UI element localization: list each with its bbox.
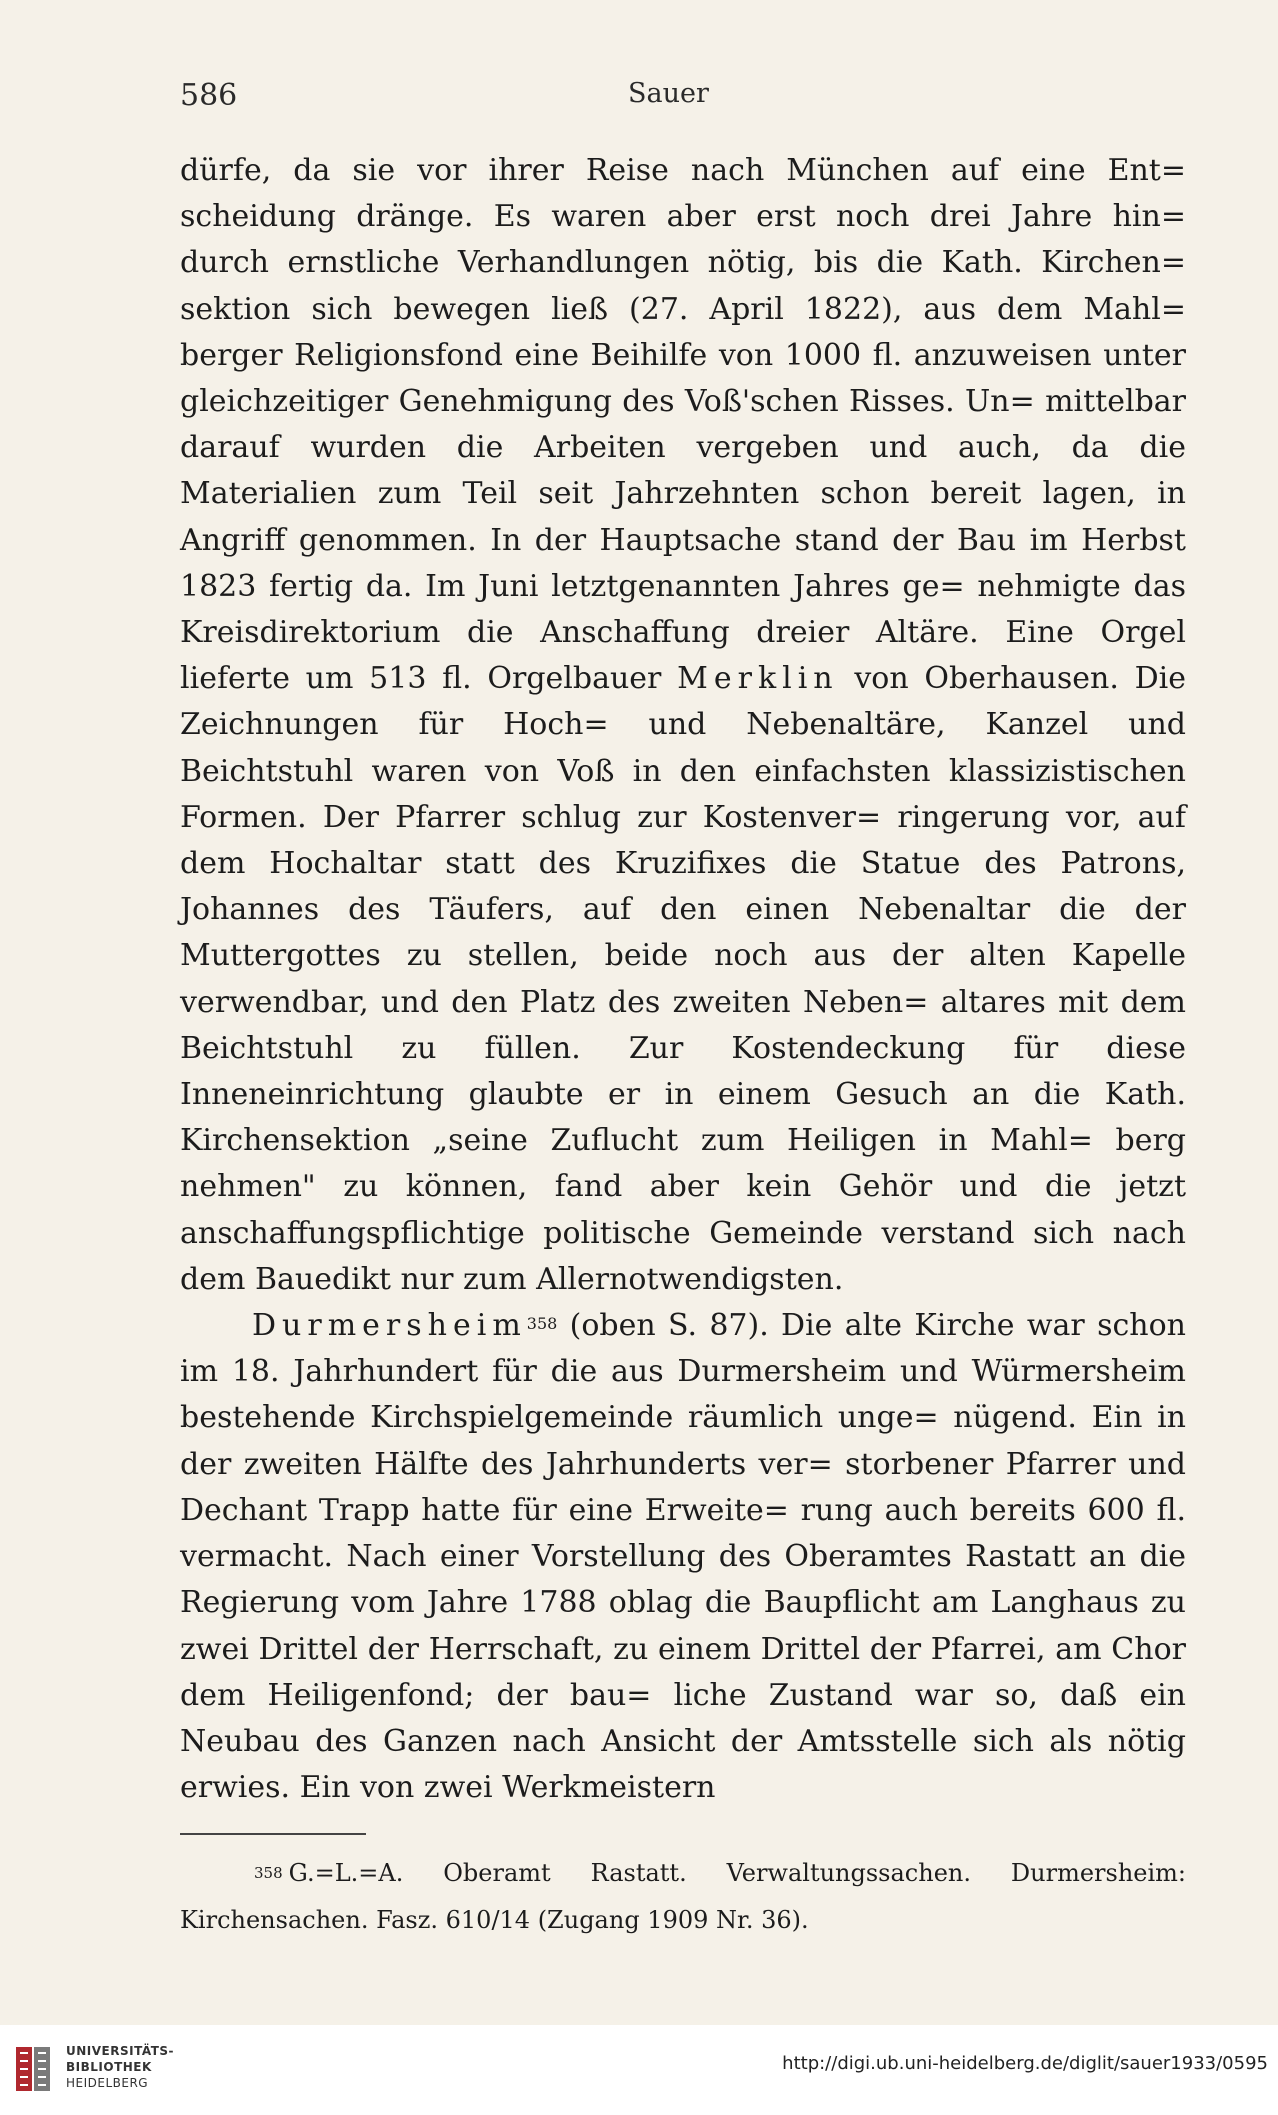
text-line: dürfe, da sie vor ihrer Reise nach München auf eine Ent= (180, 153, 1186, 188)
text-line: berg nehmen" zu können, fand aber kein Gehör und die jetzt (180, 1123, 1186, 1205)
text-line: rung auch bereits 600 fl. vermacht. Nach einer Vorstellung des (180, 1492, 1186, 1575)
text-line: in Angriff genommen. In der Hauptsache stand der Bau im (180, 476, 1186, 558)
spaced-name-durmersheim: Durmersheim (252, 1308, 527, 1344)
page-number: 586 (180, 78, 238, 113)
text-line: Eine Orgel lieferte um 513 fl. Orgelbauer (180, 615, 1187, 697)
text-line: Nebenaltar die der Muttergottes zu stellen, beide noch aus der (180, 892, 1186, 974)
text-line: nügend. Ein in der zweiten Hälfte des Jahrhunderts ver= (180, 1400, 1187, 1482)
footnote-rule (180, 1833, 366, 1835)
text-line: unter gleichzeitiger Genehmigung des Voß'schen Risses. Un= (180, 337, 1186, 420)
footnote-number: 358 (254, 1864, 283, 1882)
footnote-text: Kirchensachen. Fasz. 610/14 (Zugang 1909 Nr. 36). (180, 1906, 809, 1934)
spaced-name-merklin: Merklin (677, 661, 839, 697)
library-logo-text: UNIVERSITÄTS- BIBLIOTHEK HEIDELBERG (66, 2044, 175, 2090)
text-line: alten Kapelle verwendbar, und den Platz des zweiten Neben= (180, 938, 1186, 1020)
page-header (180, 78, 1180, 118)
text-line: berger Religionsfond eine Beihilfe von 1000 fl. anzuweisen (180, 337, 1092, 373)
text-line: Kath. Kirchensektion „seine Zuflucht zum Heiligen in Mahl= (180, 1077, 1186, 1159)
footnote-text: G.=L.=A. Oberamt Rastatt. Verwaltungssachen. Durmersheim: (288, 1859, 1186, 1887)
text-line: diese Inneneinrichtung glaubte er in einem Gesuch an die (180, 1030, 1186, 1113)
text-line: Baupflicht am Langhaus zu zwei Drittel der Herrschaft, zu (180, 1585, 1186, 1667)
text-line: Oberhausen. Die Zeichnungen für Hoch= und Nebenaltäre, (180, 661, 1186, 743)
text-line: altares mit dem Beichtstuhl zu füllen. Zur Kostendeckung für (180, 984, 1186, 1066)
text-line: durch ernstliche Verhandlungen nötig, bis die Kath. Kirchen= (180, 245, 1186, 281)
text-line: storbener Pfarrer und Dechant Trapp hatte für eine Erweite= (180, 1446, 1186, 1528)
text-line: die Materialien zum Teil seit Jahrzehnten schon bereit lagen, (180, 430, 1186, 512)
text-line: scheidung dränge. Es waren aber erst noch drei Jahre hin= (180, 199, 1186, 235)
text-line: anschaffungspflichtige politische Gemeinde verstand sich nach (180, 1215, 1186, 1251)
text-line: Herbst 1823 fertig da. Im Juni letztgenannten Jahres ge= (180, 522, 1186, 604)
text-line: der Amtsstelle sich als nötig erwies. Ein von zwei Werkmeistern (180, 1723, 1186, 1806)
text-line: ringerung vor, auf dem Hochaltar statt des Kruzifixes die (180, 799, 1186, 882)
paragraph-1 (180, 148, 1186, 1303)
footnote (180, 1850, 1186, 1944)
text-line: dem Bauedikt nur zum Allernotwendigsten. (180, 1261, 844, 1297)
text-line: Würmersheim bestehende Kirchspielgemeinde räumlich unge= (180, 1354, 1186, 1436)
text-line: mittelbar darauf wurden die Arbeiten vergeben und auch, da (180, 384, 1186, 466)
footnote-reference: 358 (526, 1314, 558, 1334)
paragraph-2 (180, 1303, 1186, 1811)
library-logo-icon (12, 2043, 54, 2095)
text-line: einem Drittel der Pfarrei, am Chor dem Heiligenfond; der bau= (180, 1631, 1186, 1713)
text-line: Kanzel und Beichtstuhl waren von Voß in den einfachsten (180, 707, 1186, 789)
text-line: von (854, 661, 909, 697)
text-line: (oben S. 87). Die alte Kirche war (569, 1308, 1085, 1344)
source-url-link[interactable]: http://digi.ub.uni-heidelberg.de/diglit/sauer1933/0595 (782, 2053, 1268, 2074)
text-line: nehmigte das Kreisdirektorium die Anschaffung dreier Altäre. (180, 568, 1186, 651)
text-line: klassizistischen Formen. Der Pfarrer schlug zur Kostenver= (180, 753, 1186, 835)
library-footer (0, 2025, 1278, 2115)
running-head: Sauer (628, 78, 709, 109)
text-line: liche Zustand war so, daß ein Neubau des Ganzen nach Ansicht (180, 1677, 1186, 1759)
text-line: Statue des Patrons, Johannes des Täufers, auf den einen (180, 846, 1186, 928)
text-line: Oberamtes Rastatt an die Regierung vom Jahre 1788 oblag die (180, 1539, 1186, 1621)
text-line: sektion sich bewegen ließ (27. April 1822), aus dem Mahl= (180, 291, 1186, 327)
body-text (180, 148, 1186, 1811)
text-line: schon im 18. Jahrhundert für die aus Durmersheim und (180, 1308, 1186, 1390)
